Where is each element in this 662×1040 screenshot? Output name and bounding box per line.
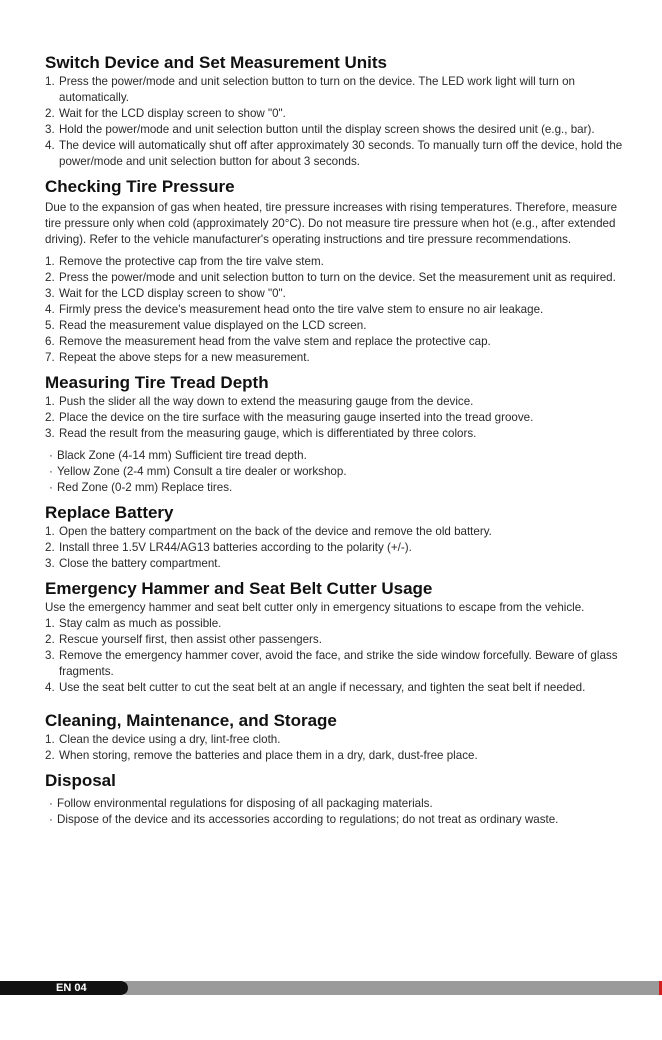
section-switch-device: [45, 52, 625, 170]
list-item: 2. Rescue yourself first, then assist other passengers.: [45, 633, 322, 646]
list-item: 3. Hold the power/mode and unit selection button until the display screen shows the desired unit (e.g., bar).: [45, 123, 595, 136]
list-item: 7. Repeat the above steps for a new measurement.: [45, 351, 310, 364]
bullet-item: · Red Zone (0-2 mm) Replace tires.: [49, 481, 233, 494]
list-item: 5. Read the measurement value displayed on the LCD screen.: [45, 319, 367, 332]
list-item: 3. Remove the emergency hammer cover, avoid the face, and strike the side window forcefully. Beware of glass fragments.: [45, 649, 618, 678]
list-item: 2. Place the device on the tire surface with the measuring gauge inserted into the tread groove.: [45, 411, 534, 424]
footer-bar: [0, 981, 662, 997]
section-title: Switch Device and Set Measurement Units: [45, 53, 387, 72]
section-intro: Due to the expansion of gas when heated, tire pressure increases with rising temperatures. Therefore, measure tire pressure only when cold (approximately 20°C). Do not measure tire pressure when hot (e.g., after extended driving). Refer to the vehicle manufacturer's operating instructions and tire pressure recommendations.: [45, 201, 618, 246]
list-item: 6. Remove the measurement head from the valve stem and replace the protective cap.: [45, 335, 491, 348]
section-title: Replace Battery: [45, 503, 174, 522]
list-item: 3. Wait for the LCD display screen to show "0".: [45, 287, 286, 300]
section-intro: Use the emergency hammer and seat belt cutter only in emergency situations to escape from the vehicle.: [45, 601, 585, 614]
section-title: Emergency Hammer and Seat Belt Cutter Usage: [45, 579, 433, 598]
list-item: 4. The device will automatically shut off after approximately 30 seconds. To manually turn off the device, hold the power/mode and unit selection button for about 3 seconds.: [45, 139, 623, 168]
list-item: 2. Press the power/mode and unit selection button to turn on the device. Set the measurement unit as required.: [45, 271, 616, 284]
list-item: 2. Wait for the LCD display screen to show "0".: [45, 107, 286, 120]
section-disposal: [45, 770, 625, 828]
page-content: [45, 52, 625, 833]
section-title: Cleaning, Maintenance, and Storage: [45, 711, 337, 730]
page-number: EN 04: [56, 982, 87, 994]
list-item: 1. Clean the device using a dry, lint-free cloth.: [45, 733, 281, 746]
list-item: 1. Press the power/mode and unit selection button to turn on the device. The LED work light will turn on automatically.: [45, 75, 575, 104]
list-item: 3. Read the result from the measuring gauge, which is differentiated by three colors.: [45, 427, 477, 440]
bullet-item: · Dispose of the device and its accessories according to regulations; do not treat as ordinary waste.: [49, 813, 559, 826]
section-cleaning: [45, 710, 625, 764]
list-item: 1. Remove the protective cap from the tire valve stem.: [45, 255, 324, 268]
list-item: 2. Install three 1.5V LR44/AG13 batteries according to the polarity (+/-).: [45, 541, 412, 554]
list-item: 4. Firmly press the device's measurement head onto the tire valve stem to ensure no air leakage.: [45, 303, 544, 316]
section-emergency-hammer: [45, 578, 625, 696]
bullet-item: · Black Zone (4-14 mm) Sufficient tire tread depth.: [49, 449, 307, 462]
section-tread-depth: [45, 372, 625, 496]
list-item: 2. When storing, remove the batteries and place them in a dry, dark, dust-free place.: [45, 749, 478, 762]
bullet-item: · Follow environmental regulations for disposing of all packaging materials.: [49, 797, 433, 810]
footer-grey-bar: [120, 981, 662, 995]
section-title: Disposal: [45, 771, 116, 790]
list-item: 4. Use the seat belt cutter to cut the seat belt at an angle if necessary, and tighten the seat belt if needed.: [45, 681, 586, 694]
section-checking-tire-pressure: [45, 176, 625, 366]
list-item: 1. Push the slider all the way down to extend the measuring gauge from the device.: [45, 395, 474, 408]
section-title: Measuring Tire Tread Depth: [45, 373, 269, 392]
footer-page-tab: [0, 981, 128, 995]
list-item: 1. Stay calm as much as possible.: [45, 617, 222, 630]
bullet-item: · Yellow Zone (2-4 mm) Consult a tire dealer or workshop.: [49, 465, 347, 478]
list-item: 3. Close the battery compartment.: [45, 557, 221, 570]
section-replace-battery: [45, 502, 625, 572]
section-title: Checking Tire Pressure: [45, 177, 235, 196]
list-item: 1. Open the battery compartment on the back of the device and remove the old battery.: [45, 525, 492, 538]
